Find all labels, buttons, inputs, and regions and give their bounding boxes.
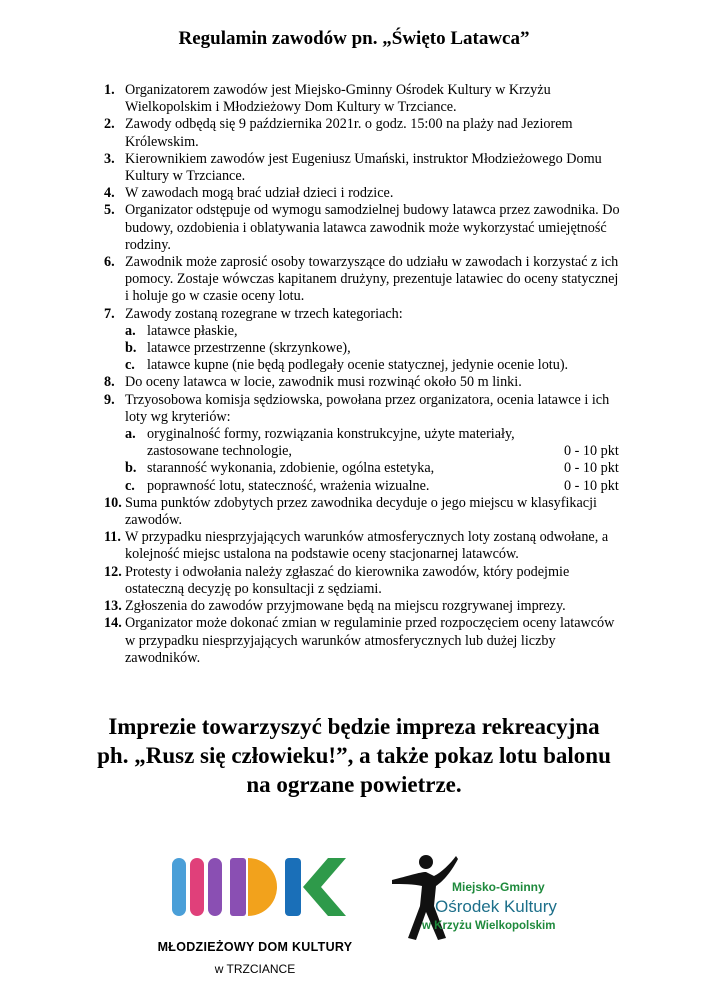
rule-text: Trzyosobowa komisja sędziowska, powołana przez organizatora, ocenia latawce i ich loty wg kryteriów: [125, 391, 610, 425]
criterion-text: poprawność lotu, stateczność, wrażenia wizualne. [147, 477, 430, 494]
rule-text: Kierownikiem zawodów jest Eugeniusz Umański, instruktor Młodzieżowego Domu Kultury w Trzciance. [125, 150, 602, 185]
criterion-letter: a. [125, 426, 136, 443]
rule-number: 9. [104, 391, 115, 408]
rule-number: 8. [104, 374, 115, 391]
rule-number: 2. [104, 116, 115, 133]
rule-item-7 [104, 306, 624, 375]
rule-item-10 [104, 495, 624, 529]
rule-item-1 [104, 82, 624, 116]
rule-number: 1. [104, 82, 115, 98]
rule-number: 5. [104, 202, 115, 219]
category-item [125, 340, 624, 357]
rule-text: Organizator może dokonać zmian w regulaminie przed rozpoczęciem oceny latawców w przypadku niesprzyjających warunków atmosferycznych lub dużej liczby zawodników. [125, 615, 615, 666]
criterion-letter: b. [125, 460, 137, 477]
rule-number: 4. [104, 185, 115, 202]
rule-item-4 [104, 185, 624, 202]
announcement-line: Imprezie towarzyszyć będzie impreza rekreacyjna [108, 714, 600, 739]
rules-list [104, 82, 624, 667]
rule-item-2 [104, 116, 624, 150]
category-text: latawce kupne (nie będą podlegały ocenie statycznej, jedynie ocenie lotu). [147, 357, 569, 374]
rule-number: 10. [104, 494, 122, 511]
category-text: latawce płaskie, [147, 322, 238, 339]
mgok-name-line: Miejsko-Gminny [452, 880, 545, 894]
rule-text: Do oceny latawca w locie, zawodnik musi rozwinąć około 50 m linki. [125, 374, 522, 391]
document-title: Regulamin zawodów pn. „Święto Latawca” [178, 28, 530, 49]
rule-number: 13. [104, 598, 122, 615]
announcement-line: ph. „Rusz się człowieku!”, a także pokaz lotu balonu [97, 743, 611, 768]
category-item [125, 357, 624, 374]
rule-item-14 [104, 615, 624, 667]
criterion-item [125, 478, 624, 495]
rule-item-8 [104, 374, 624, 391]
rule-item-9 [104, 392, 624, 495]
criterion-text: staranność wykonania, zdobienie, ogólna estetyka, [147, 460, 435, 477]
rule-number: 11. [104, 529, 121, 546]
rule-text: Zawodnik może zaprosić osoby towarzyszące do udziału w zawodach i korzystać z ich pomocy. Zostaje wówczas kapitanem drużyny, prezentuje latawiec do oceny statycznej i holuje go w czasie oceny lotu. [125, 254, 619, 305]
mdk-subtitle: w TRZCIANCE [214, 962, 296, 976]
event-announcement [0, 712, 708, 799]
criterion-points: 0 - 10 pkt [564, 443, 619, 460]
rule-text: Organizatorem zawodów jest Miejsko-Gminny Ośrodek Kultury w Krzyżu Wielkopolskim i Młodzieżowy Dom Kultury w Trzciance. [125, 82, 551, 116]
rule-text: Zgłoszenia do zawodów przyjmowane będą na miejscu rozgrywanej imprezy. [125, 598, 566, 615]
rule-text: Organizator odstępuje od wymogu samodzielnej budowy latawca przez zawodnika. Do budowy, ozdobienia i oblatywania latawca zawodnik może wykorzystać umiejętność rodziny. [125, 202, 620, 253]
announcement-line: na ogrzane powietrze. [246, 772, 462, 797]
rule-item-3 [104, 151, 624, 185]
rule-number: 7. [104, 305, 115, 322]
mdk-logo [150, 848, 365, 978]
rule-number: 3. [104, 150, 115, 167]
rule-number: 14. [104, 615, 122, 632]
criterion-item [125, 426, 624, 460]
rule-item-6 [104, 254, 624, 306]
category-letter: b. [125, 340, 137, 357]
criterion-letter: c. [125, 477, 135, 494]
rule-text: Zawody odbędą się 9 października 2021r. o godz. 15:00 na plaży nad Jeziorem Królewskim. [125, 116, 573, 150]
mgok-name-line: w Krzyżu Wielkopolskim [422, 920, 556, 932]
rule-text: Suma punktów zdobytych przez zawodnika decyduje o jego miejscu w klasyfikacji zawodów. [125, 494, 597, 529]
criterion-points: 0 - 10 pkt [564, 460, 619, 477]
mdk-name: MŁODZIEŻOWY DOM KULTURY [157, 940, 353, 954]
criterion-item [125, 460, 624, 477]
criterion-text: zastosowane technologie, [147, 443, 292, 460]
rule-item-11 [104, 529, 624, 563]
rule-item-13 [104, 598, 624, 615]
mgok-name-line: Ośrodek Kultury [435, 897, 557, 916]
rule-text: W przypadku niesprzyjających warunków atmosferycznych loty zostaną odwołane, a kolejność miejsc ustalona na podstawie oceny stacjonarnej latawców. [125, 529, 609, 563]
rule-item-5 [104, 202, 624, 254]
rule-item-12 [104, 564, 624, 598]
rule-number: 12. [104, 563, 122, 580]
criterion-text: oryginalność formy, rozwiązania konstrukcyjne, użyte materiały, [147, 426, 515, 443]
category-letter: c. [125, 357, 135, 374]
criterion-points: 0 - 10 pkt [564, 477, 619, 494]
rule-text: Protesty i odwołania należy zgłaszać do kierownika zawodów, który podejmie ostateczną decyzję po konsultacji z sędziami. [125, 563, 570, 597]
rule-text: Zawody zostaną rozegrane w trzech kategoriach: [125, 305, 403, 322]
rule-number: 6. [104, 254, 115, 271]
category-letter: a. [125, 322, 136, 339]
rule-text: W zawodach mogą brać udział dzieci i rodzice. [125, 185, 394, 202]
category-text: latawce przestrzenne (skrzynkowe), [147, 340, 351, 357]
category-item [125, 323, 624, 340]
